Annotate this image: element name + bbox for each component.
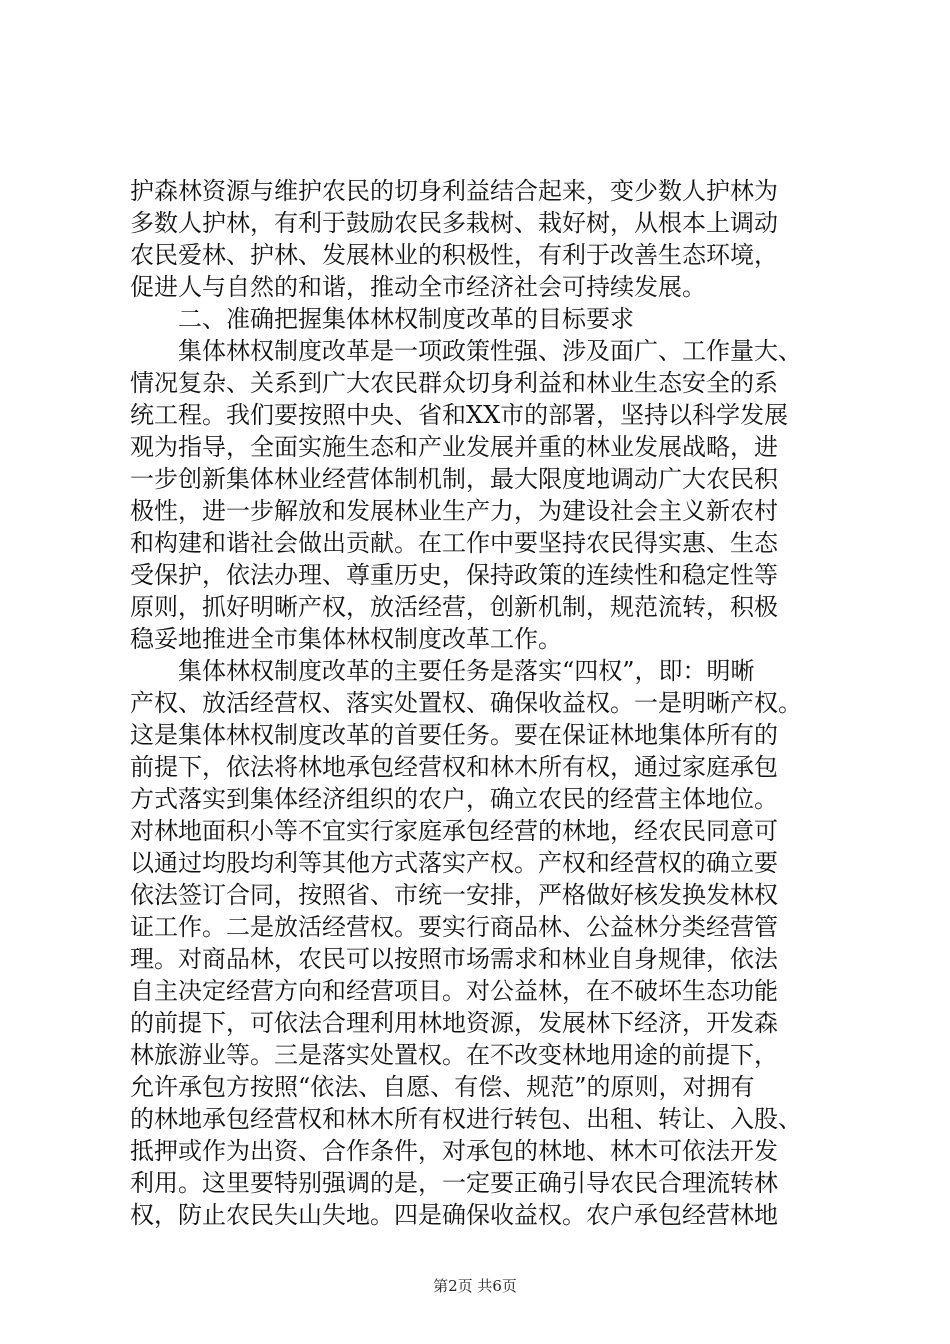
text-line: 证工作。二是放活经营权。要实行商品林、公益林分类经营管 <box>130 913 778 941</box>
text-line: 以通过均股均利等其他方式落实产权。产权和经营权的确立要 <box>130 849 778 877</box>
text-line: 依法签订合同，按照省、市统一安排，严格做好核发换发林权 <box>130 881 778 909</box>
text-line: 受保护，依法办理、尊重历史，保持政策的连续性和稳定性等 <box>130 561 778 589</box>
text-line: 前提下，依法将林地承包经营权和林木所有权，通过家庭承包 <box>130 753 778 781</box>
body-text <box>130 175 860 1231</box>
text-line: 方式落实到集体经济组织的农户，确立农民的经营主体地位。 <box>130 785 778 813</box>
text-line: 集体林权制度改革是一项政策性强、涉及面广、工作量大、 <box>178 337 802 365</box>
text-line: 稳妥地推进全市集体林权制度改革工作。 <box>130 625 562 653</box>
text-line: 原则，抓好明晰产权，放活经营，创新机制，规范流转，积极 <box>130 593 778 621</box>
text-line: 情况复杂、关系到广大农民群众切身利益和林业生态安全的系 <box>130 369 778 397</box>
text-line: 观为指导，全面实施生态和产业发展并重的林业发展战略，进 <box>130 433 778 461</box>
text-line: 产权、放活经营权、落实处置权、确保收益权。一是明晰产权。 <box>130 689 802 717</box>
text-line: 自主决定经营方向和经营项目。对公益林，在不破坏生态功能 <box>130 977 778 1005</box>
page-footer: 第2页 共6页 <box>433 1277 517 1295</box>
text-line: 理。对商品林，农民可以按照市场需求和林业自身规律，依法 <box>130 945 778 973</box>
text-line: 多数人护林，有利于鼓励农民多栽树、栽好树，从根本上调动 <box>130 209 778 237</box>
text-line: 促进人与自然的和谐，推动全市经济社会可持续发展。 <box>130 273 706 301</box>
text-line: 二、准确把握集体林权制度改革的目标要求 <box>178 305 634 333</box>
text-line: 抵押或作为出资、合作条件，对承包的林地、林木可依法开发 <box>130 1137 778 1165</box>
text-line: 这是集体林权制度改革的首要任务。要在保证林地集体所有的 <box>130 721 778 749</box>
text-line: 护森林资源与维护农民的切身利益结合起来，变少数人护林为 <box>130 177 778 205</box>
text-line: 集体林权制度改革的主要任务是落实“四权”，即：明晰 <box>178 657 755 685</box>
text-line: 林旅游业等。三是落实处置权。在不改变林地用途的前提下， <box>130 1041 778 1069</box>
text-line: 权，防止农民失山失地。四是确保收益权。农户承包经营林地 <box>130 1201 778 1229</box>
text-line: 的林地承包经营权和林木所有权进行转包、出租、转让、入股、 <box>130 1105 802 1133</box>
text-line: 一步创新集体林业经营体制机制，最大限度地调动广大农民积 <box>130 465 778 493</box>
text-line: 的前提下，可依法合理利用林地资源，发展林下经济，开发森 <box>130 1009 778 1037</box>
text-line: 极性，进一步解放和发展林业生产力，为建设社会主义新农村 <box>130 497 778 525</box>
text-line: 对林地面积小等不宜实行家庭承包经营的林地，经农民同意可 <box>130 817 778 845</box>
text-line: 统工程。我们要按照中央、省和XX市的部署，坚持以科学发展 <box>130 401 789 429</box>
text-line: 和构建和谐社会做出贡献。在工作中要坚持农民得实惠、生态 <box>130 529 778 557</box>
text-line: 允许承包方按照“依法、自愿、有偿、规范”的原则，对拥有 <box>130 1073 755 1101</box>
text-line: 利用。这里要特别强调的是，一定要正确引导农民合理流转林 <box>130 1169 778 1197</box>
text-line: 农民爱林、护林、发展林业的积极性，有利于改善生态环境， <box>130 241 778 269</box>
